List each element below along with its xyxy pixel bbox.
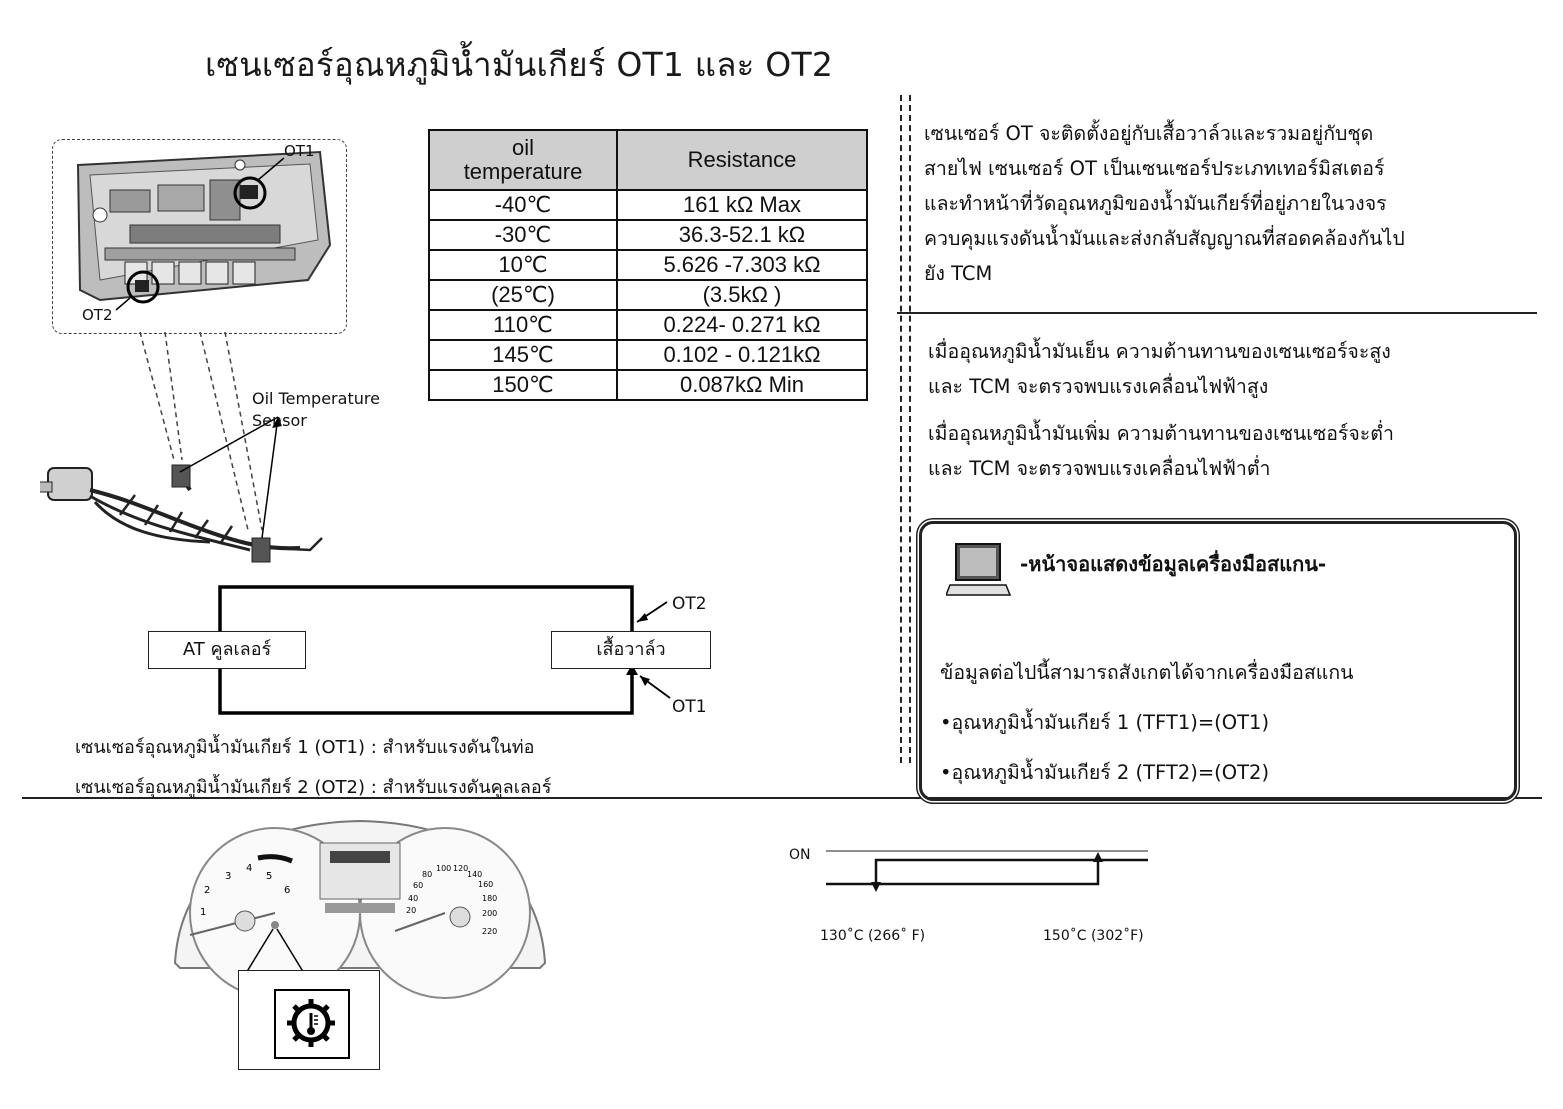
speed-tick: 80 <box>422 870 433 879</box>
circuit-ot2-label: OT2 <box>672 594 707 614</box>
resistance-cell: 0.087kΩ Min <box>617 370 867 400</box>
tach-tick: 5 <box>266 871 273 882</box>
tach-tick: 6 <box>284 885 291 896</box>
note-ot2: เซนเซอร์อุณหภูมิน้ำมันเกียร์ 2 (OT2) : สำหรับแรงดันคูลเลอร์ <box>75 777 552 798</box>
header-oil-temperature: oil temperature <box>429 130 617 190</box>
description-line: และทำหน้าที่วัดอุณหภูมิของน้ำมันเกียร์ที่อยู่ภายในวงจร <box>924 192 1387 215</box>
note-ot1: เซนเซอร์อุณหภูมิน้ำมันเกียร์ 1 (OT1) : สำหรับแรงดันในท่อ <box>75 737 535 758</box>
scan-tool-intro: ข้อมูลต่อไปนี้สามารถสังเกตได้จากเครื่องมือสแกน <box>940 661 1354 684</box>
bullet-icon: • <box>940 761 952 784</box>
table-row <box>429 370 867 400</box>
table-row <box>429 190 867 220</box>
speed-tick: 180 <box>482 894 498 903</box>
hot-oil-paragraph <box>928 416 1394 486</box>
description-line: ยัง TCM <box>924 262 993 285</box>
temp-cell: 150℃ <box>429 370 617 400</box>
vertical-divider-2 <box>909 95 911 763</box>
speed-tick: 140 <box>467 870 483 879</box>
scan-item-tft1 <box>940 707 1269 738</box>
description-line: และ TCM จะตรวจพบแรงเคลื่อนไฟฟ้าสูง <box>928 375 1269 398</box>
high-threshold-label: 150˚C (302˚F) <box>1043 928 1144 944</box>
description-paragraph <box>924 116 1405 291</box>
oil-temperature-sensor-label: Oil Temperature Sensor <box>252 389 380 430</box>
hysteresis-diagram <box>820 840 1160 900</box>
scan-item-tft2 <box>940 757 1269 788</box>
table-row <box>429 340 867 370</box>
valve-body-image <box>78 152 330 300</box>
scan-item-label: อุณหภูมิน้ำมันเกียร์ 1 (TFT1)=(OT1) <box>951 711 1270 734</box>
description-line: และ TCM จะตรวจพบแรงเคลื่อนไฟฟ้าต่ำ <box>928 457 1271 480</box>
ot1-photo-label: OT1 <box>284 142 315 160</box>
at-oil-temp-warning-icon <box>283 995 339 1051</box>
right-section-divider <box>897 312 1537 314</box>
description-line: เมื่ออุณหภูมิน้ำมันเพิ่ม ความต้านทานของเซนเซอร์จะต่ำ <box>928 422 1394 445</box>
tach-tick: 3 <box>225 871 232 882</box>
circuit-ot1-label: OT1 <box>672 697 707 717</box>
tach-tick: 1 <box>200 907 207 918</box>
table-header-row <box>429 130 867 190</box>
speed-tick: 220 <box>482 927 498 936</box>
table-row <box>429 250 867 280</box>
speed-tick: 20 <box>406 906 417 915</box>
cold-oil-paragraph <box>928 334 1391 404</box>
valve-body-box: เสื้อวาล์ว <box>551 631 711 669</box>
page-title: เซนเซอร์อุณหภูมิน้ำมันเกียร์ OT1 และ OT2 <box>205 45 834 84</box>
resistance-cell: 36.3-52.1 kΩ <box>617 220 867 250</box>
speed-tick: 60 <box>413 881 424 890</box>
temp-cell: 10℃ <box>429 250 617 280</box>
table-row <box>429 280 867 310</box>
low-threshold-label: 130˚C (266˚ F) <box>820 928 926 944</box>
resistance-table <box>428 129 868 401</box>
temp-cell: -40℃ <box>429 190 617 220</box>
description-line: เมื่ออุณหภูมิน้ำมันเย็น ความต้านทานของเซนเซอร์จะสูง <box>928 340 1391 363</box>
at-cooler-box: AT คูลเลอร์ <box>148 631 306 669</box>
resistance-cell: 0.102 - 0.121kΩ <box>617 340 867 370</box>
tach-tick: 4 <box>246 863 253 874</box>
vertical-divider <box>900 95 902 763</box>
scan-tool-heading: -หน้าจอแสดงข้อมูลเครื่องมือสแกน- <box>1020 552 1327 576</box>
temp-cell: (25℃) <box>429 280 617 310</box>
resistance-cell: 0.224- 0.271 kΩ <box>617 310 867 340</box>
resistance-cell: 5.626 -7.303 kΩ <box>617 250 867 280</box>
scan-item-label: อุณหภูมิน้ำมันเกียร์ 2 (TFT2)=(OT2) <box>951 761 1270 784</box>
header-resistance: Resistance <box>617 130 867 190</box>
temp-cell: 145℃ <box>429 340 617 370</box>
description-line: สายไฟ เซนเซอร์ OT เป็นเซนเซอร์ประเภทเทอร์มิสเตอร์ <box>924 157 1385 180</box>
table-row <box>429 310 867 340</box>
on-label: ON <box>789 847 811 863</box>
temp-cell: -30℃ <box>429 220 617 250</box>
description-line: ควบคุมแรงดันน้ำมันและส่งกลับสัญญาณที่สอดคล้องกันไป <box>924 227 1405 250</box>
resistance-cell: 161 kΩ Max <box>617 190 867 220</box>
table-row <box>429 220 867 250</box>
speed-tick: 40 <box>408 894 419 903</box>
description-line: เซนเซอร์ OT จะติดตั้งอยู่กับเสื้อวาล์วและรวมอยู่กับชุด <box>924 122 1374 145</box>
tach-tick: 2 <box>204 885 211 896</box>
speed-tick: 120 <box>453 864 469 873</box>
ot2-photo-label: OT2 <box>82 306 113 324</box>
bullet-icon: • <box>940 711 952 734</box>
speed-tick: 160 <box>478 880 494 889</box>
temp-cell: 110℃ <box>429 310 617 340</box>
speed-tick: 200 <box>482 909 498 918</box>
resistance-cell: (3.5kΩ ) <box>617 280 867 310</box>
laptop-icon <box>946 541 1012 599</box>
speed-tick: 100 <box>436 864 452 873</box>
valve-body-illustration <box>40 130 420 590</box>
wire-harness-image <box>40 465 322 562</box>
